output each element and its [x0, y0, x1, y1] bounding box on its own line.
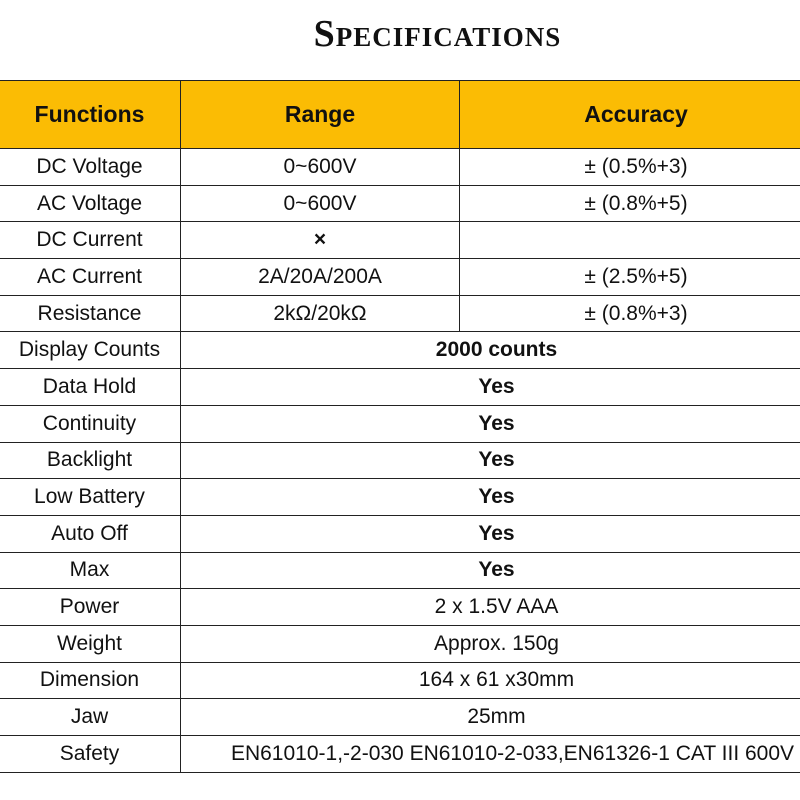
- value-cell: Approx. 150g: [181, 625, 800, 662]
- value-cell: 2 x 1.5V AAA: [181, 589, 800, 626]
- table-row: [0, 332, 800, 369]
- value-cell: Yes: [181, 442, 800, 479]
- accuracy-cell: [460, 222, 800, 259]
- header-accuracy: Accuracy: [460, 81, 800, 149]
- table-row: [0, 625, 800, 662]
- header-functions: Functions: [0, 81, 181, 149]
- table-row: [0, 222, 800, 259]
- value-cell: Yes: [181, 369, 800, 406]
- function-cell: Dimension: [0, 662, 181, 699]
- table-header-row: [0, 81, 800, 149]
- accuracy-cell: ± (0.5%+3): [460, 149, 800, 186]
- accuracy-cell: ± (2.5%+5): [460, 259, 800, 296]
- value-cell: Yes: [181, 552, 800, 589]
- range-cell: 2kΩ/20kΩ: [181, 295, 460, 332]
- function-cell: AC Voltage: [0, 185, 181, 222]
- table-row: [0, 369, 800, 406]
- table-row: [0, 295, 800, 332]
- table-row: [0, 149, 800, 186]
- table-row: [0, 736, 800, 773]
- table-row: [0, 259, 800, 296]
- function-cell: Continuity: [0, 405, 181, 442]
- table-row: [0, 589, 800, 626]
- function-cell: Resistance: [0, 295, 181, 332]
- value-cell: 164 x 61 x30mm: [181, 662, 800, 699]
- page-title: Specifications: [313, 13, 562, 55]
- accuracy-cell: ± (0.8%+5): [460, 185, 800, 222]
- value-cell: Yes: [181, 479, 800, 516]
- function-cell: Max: [0, 552, 181, 589]
- table-row: [0, 552, 800, 589]
- function-cell: Backlight: [0, 442, 181, 479]
- table-row: [0, 662, 800, 699]
- specifications-table: [0, 80, 800, 773]
- table-row: [0, 515, 800, 552]
- function-cell: DC Voltage: [0, 149, 181, 186]
- range-cell: 0~600V: [181, 149, 460, 186]
- function-cell: Power: [0, 589, 181, 626]
- range-cell: 0~600V: [181, 185, 460, 222]
- function-cell: Weight: [0, 625, 181, 662]
- not-supported-mark: ×: [181, 222, 460, 259]
- function-cell: Safety: [0, 736, 181, 773]
- function-cell: AC Current: [0, 259, 181, 296]
- safety-standards-cell: EN61010-1,-2-030 EN61010-2-033,EN61326-1 CAT III 600V: [181, 736, 800, 773]
- function-cell: Low Battery: [0, 479, 181, 516]
- accuracy-cell: ± (0.8%+3): [460, 295, 800, 332]
- table-row: [0, 442, 800, 479]
- table-row: [0, 185, 800, 222]
- value-cell: 25mm: [181, 699, 800, 736]
- function-cell: Display Counts: [0, 332, 181, 369]
- function-cell: Data Hold: [0, 369, 181, 406]
- table-row: [0, 479, 800, 516]
- function-cell: DC Current: [0, 222, 181, 259]
- value-cell: Yes: [181, 515, 800, 552]
- value-cell: Yes: [181, 405, 800, 442]
- table-row: [0, 699, 800, 736]
- table-row: [0, 405, 800, 442]
- range-cell: 2A/20A/200A: [181, 259, 460, 296]
- function-cell: Auto Off: [0, 515, 181, 552]
- header-range: Range: [181, 81, 460, 149]
- value-cell: 2000 counts: [181, 332, 800, 369]
- function-cell: Jaw: [0, 699, 181, 736]
